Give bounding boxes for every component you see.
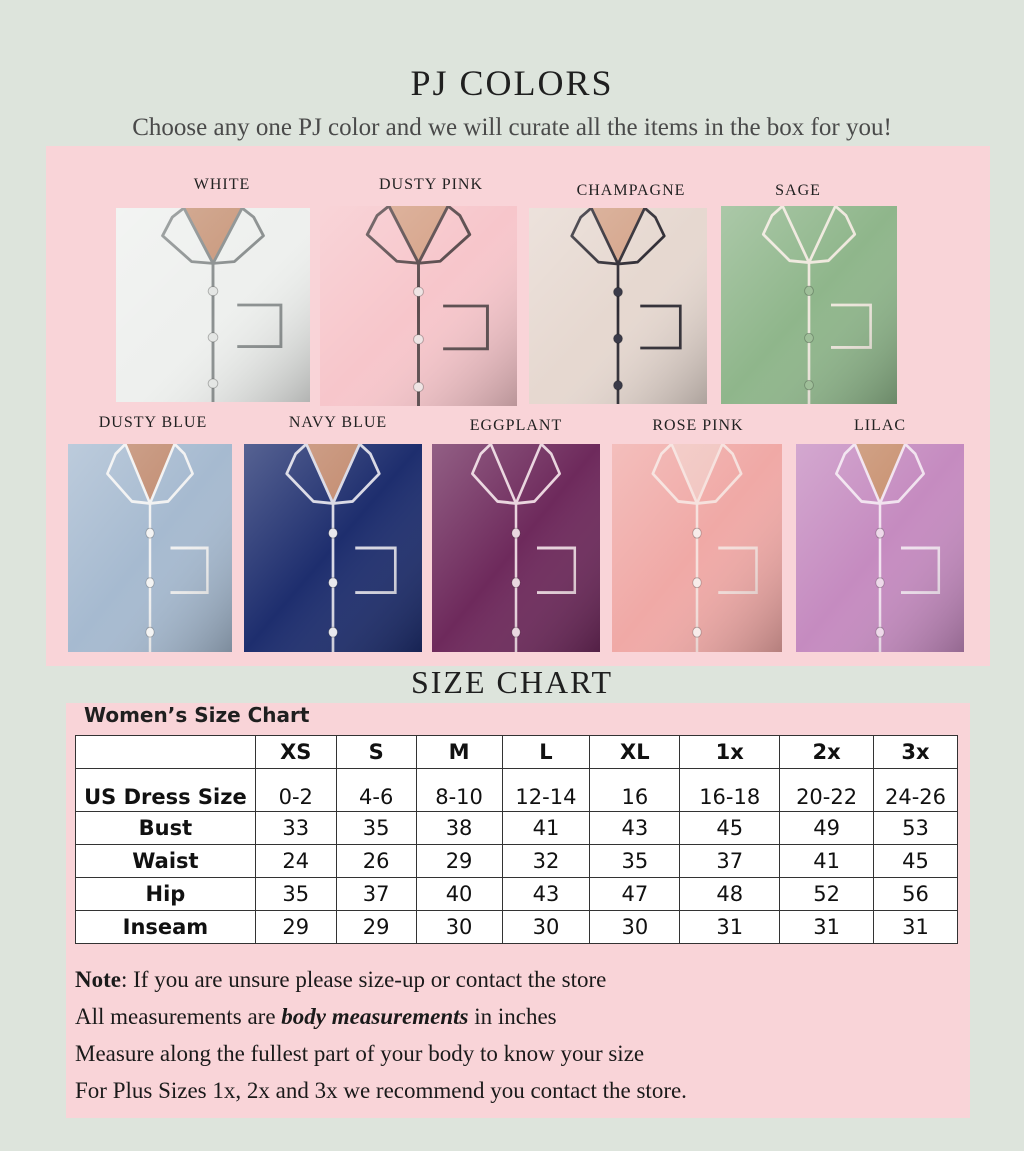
column-header xyxy=(76,736,256,769)
note-label: Note xyxy=(75,967,121,992)
button-icon xyxy=(414,335,424,345)
button-icon xyxy=(614,334,623,343)
column-header: XL xyxy=(590,736,680,769)
table-cell: 38 xyxy=(416,812,502,845)
table-cell: 29 xyxy=(416,845,502,878)
notes xyxy=(75,961,955,1109)
color-label-sage: SAGE xyxy=(775,182,821,199)
table-cell: 12-14 xyxy=(502,769,590,812)
table-cell: 48 xyxy=(680,878,780,911)
table-cell: 49 xyxy=(780,812,874,845)
column-header: 2x xyxy=(780,736,874,769)
colors-panel xyxy=(46,146,990,666)
table-cell: 56 xyxy=(874,878,958,911)
button-icon xyxy=(693,578,702,588)
fabric-sheen xyxy=(721,206,897,404)
note-line-2-emphasis: body measurements xyxy=(281,1004,469,1029)
button-icon xyxy=(512,627,520,637)
table-cell: 29 xyxy=(255,911,336,944)
table-cell: 40 xyxy=(416,878,502,911)
table-cell: 16 xyxy=(590,769,680,812)
note-line-4: For Plus Sizes 1x, 2x and 3x we recommend you contact the store. xyxy=(75,1078,687,1103)
color-swatch-navy-blue[interactable] xyxy=(244,444,422,652)
row-label: Bust xyxy=(76,812,256,845)
button-icon xyxy=(414,382,424,392)
note-line-2-post: in inches xyxy=(468,1004,557,1029)
color-label-eggplant: EGGPLANT xyxy=(469,417,563,434)
shirt-illustration xyxy=(68,444,232,652)
table-cell: 45 xyxy=(680,812,780,845)
table-cell: 4-6 xyxy=(336,769,416,812)
column-header: M xyxy=(416,736,502,769)
shirt-illustration xyxy=(320,206,517,406)
color-label-champagne: CHAMPAGNE xyxy=(576,182,686,199)
button-icon xyxy=(693,627,702,637)
fabric-sheen xyxy=(244,444,422,652)
button-icon xyxy=(876,528,884,538)
table-cell: 33 xyxy=(255,812,336,845)
table-cell: 0-2 xyxy=(255,769,336,812)
table-cell: 35 xyxy=(590,845,680,878)
table-cell: 30 xyxy=(416,911,502,944)
button-icon xyxy=(693,528,702,538)
color-label-white: WHITE xyxy=(193,176,251,193)
color-swatch-dusty-pink[interactable] xyxy=(320,206,517,406)
note-text: : If you are unsure please size-up or contact the store xyxy=(120,967,607,992)
color-swatch-white[interactable] xyxy=(116,208,310,402)
table-cell: 20-22 xyxy=(780,769,874,812)
table-row xyxy=(76,769,958,812)
size-chart-panel xyxy=(66,703,970,1118)
shirt-illustration xyxy=(612,444,782,652)
row-label: Hip xyxy=(76,878,256,911)
table-cell: 53 xyxy=(874,812,958,845)
color-label-rose-pink: ROSE PINK xyxy=(652,417,744,434)
shirt-illustration xyxy=(116,208,310,402)
button-icon xyxy=(208,287,218,296)
button-icon xyxy=(146,528,154,538)
button-icon xyxy=(329,627,338,637)
column-header: S xyxy=(336,736,416,769)
table-cell: 43 xyxy=(502,878,590,911)
table-row xyxy=(76,812,958,845)
note-line-3: Measure along the fullest part of your body to know your size xyxy=(75,1041,645,1066)
table-cell: 24 xyxy=(255,845,336,878)
color-label-dusty-pink: DUSTY PINK xyxy=(378,176,484,193)
row-label: Waist xyxy=(76,845,256,878)
table-cell: 29 xyxy=(336,911,416,944)
shirt-illustration xyxy=(796,444,964,652)
color-label-dusty-blue: DUSTY BLUE xyxy=(98,414,208,431)
table-cell: 43 xyxy=(590,812,680,845)
fabric-sheen xyxy=(796,444,964,652)
button-icon xyxy=(146,578,154,588)
button-icon xyxy=(146,627,154,637)
color-swatch-sage[interactable] xyxy=(721,206,897,404)
table-cell: 30 xyxy=(502,911,590,944)
size-table xyxy=(75,735,958,944)
button-icon xyxy=(805,333,814,342)
color-swatch-lilac[interactable] xyxy=(796,444,964,652)
button-icon xyxy=(805,286,814,295)
note-line-1 xyxy=(75,961,955,998)
table-cell: 45 xyxy=(874,845,958,878)
shirt-illustration xyxy=(529,208,707,404)
button-icon xyxy=(414,287,424,297)
button-icon xyxy=(329,528,338,538)
table-cell: 41 xyxy=(780,845,874,878)
note-line-2 xyxy=(75,998,955,1035)
table-row xyxy=(76,845,958,878)
page-title: PJ COLORS xyxy=(410,63,614,103)
table-cell: 37 xyxy=(336,878,416,911)
table-cell: 52 xyxy=(780,878,874,911)
table-cell: 31 xyxy=(680,911,780,944)
table-cell: 8-10 xyxy=(416,769,502,812)
column-header: 3x xyxy=(874,736,958,769)
column-header: L xyxy=(502,736,590,769)
table-cell: 41 xyxy=(502,812,590,845)
button-icon xyxy=(876,578,884,588)
fabric-sheen xyxy=(68,444,232,652)
size-chart-heading: Women’s Size Chart xyxy=(84,703,310,727)
fabric-sheen xyxy=(116,208,310,402)
fabric-sheen xyxy=(612,444,782,652)
button-icon xyxy=(614,381,623,390)
table-cell: 16-18 xyxy=(680,769,780,812)
size-chart-title: SIZE CHART xyxy=(410,664,614,700)
table-header-row xyxy=(76,736,958,769)
table-cell: 24-26 xyxy=(874,769,958,812)
row-label: Inseam xyxy=(76,911,256,944)
button-icon xyxy=(512,578,520,588)
table-cell: 47 xyxy=(590,878,680,911)
table-row xyxy=(76,911,958,944)
color-label-lilac: LILAC xyxy=(853,417,907,434)
button-icon xyxy=(208,333,218,342)
button-icon xyxy=(805,380,814,389)
shirt-illustration xyxy=(721,206,897,404)
button-icon xyxy=(512,528,520,538)
note-line-2-pre: All measurements are xyxy=(75,1004,282,1029)
table-cell: 26 xyxy=(336,845,416,878)
button-icon xyxy=(329,578,338,588)
fabric-sheen xyxy=(529,208,707,404)
table-row xyxy=(76,878,958,911)
fabric-sheen xyxy=(320,206,517,406)
row-label: US Dress Size xyxy=(76,769,256,812)
table-cell: 32 xyxy=(502,845,590,878)
color-label-navy-blue: NAVY BLUE xyxy=(288,414,388,431)
column-header: XS xyxy=(255,736,336,769)
shirt-illustration xyxy=(432,444,600,652)
table-cell: 35 xyxy=(336,812,416,845)
button-icon xyxy=(876,627,884,637)
table-cell: 31 xyxy=(780,911,874,944)
color-swatch-eggplant[interactable] xyxy=(432,444,600,652)
page-subtitle: Choose any one PJ color and we will curate all the items in the box for you! xyxy=(132,114,892,141)
button-icon xyxy=(208,379,218,388)
table-cell: 30 xyxy=(590,911,680,944)
table-cell: 31 xyxy=(874,911,958,944)
shirt-illustration xyxy=(244,444,422,652)
table-cell: 37 xyxy=(680,845,780,878)
column-header: 1x xyxy=(680,736,780,769)
color-swatch-dusty-blue[interactable] xyxy=(68,444,232,652)
button-icon xyxy=(614,287,623,296)
color-swatch-champagne[interactable] xyxy=(529,208,707,404)
fabric-sheen xyxy=(432,444,600,652)
table-cell: 35 xyxy=(255,878,336,911)
color-swatch-rose-pink[interactable] xyxy=(612,444,782,652)
